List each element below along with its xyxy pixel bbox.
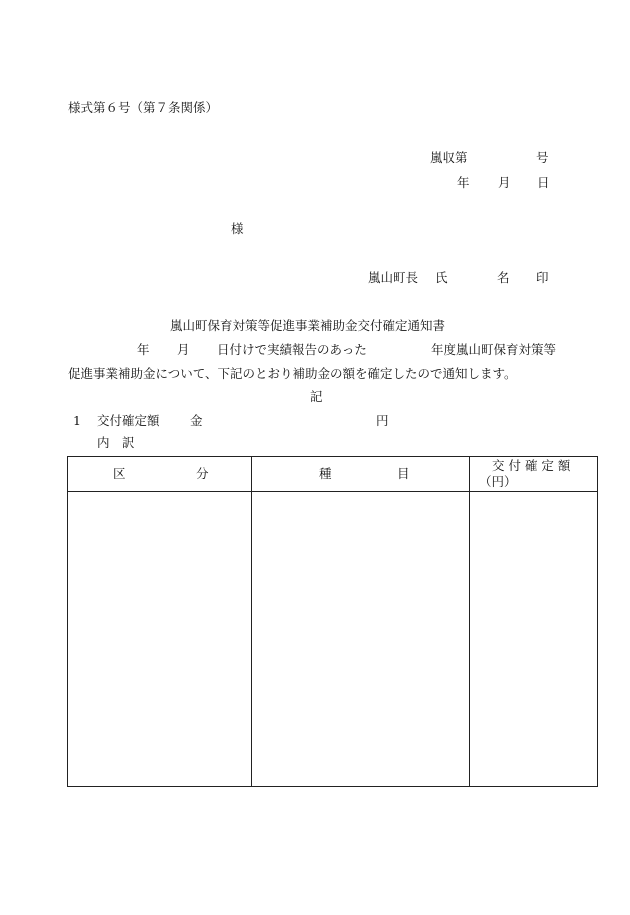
- sender-title: 嵐山町長: [368, 270, 419, 285]
- cell-category[interactable]: [68, 492, 252, 787]
- form-number: 様式第６号（第７条関係）: [68, 100, 219, 115]
- table-header-row: [68, 457, 598, 492]
- header-item: [252, 457, 470, 492]
- cell-item[interactable]: [252, 492, 470, 787]
- header-amount-line2: （円）: [479, 474, 517, 489]
- cell-amount[interactable]: [470, 492, 598, 787]
- item-1-label: 交付確定額: [97, 413, 160, 428]
- date-month: 月: [498, 175, 511, 190]
- body-fiscal-year-text: 年度嵐山町保育対策等: [431, 342, 557, 357]
- body-line-2: 促進事業補助金について、下記のとおり補助金の額を確定したので通知します。: [68, 366, 517, 381]
- recipient-honorific: 様: [231, 221, 244, 236]
- date-day: 日: [537, 175, 550, 190]
- breakdown-label: 内 訳: [97, 435, 135, 450]
- ki-heading: 記: [310, 389, 323, 404]
- header-item-part1: 種: [319, 466, 332, 481]
- header-confirmed-amount: [470, 457, 598, 492]
- sender-name-label-1: 氏: [435, 270, 448, 285]
- header-amount-line1: 交 付 確 定 額: [492, 458, 571, 473]
- notice-number-prefix: 嵐収第: [430, 150, 468, 165]
- header-category-part1: 区: [113, 466, 126, 481]
- document-title: 嵐山町保育対策等促進事業補助金交付確定通知書: [170, 318, 446, 333]
- header-category-part2: 分: [196, 466, 209, 481]
- table-row: [68, 492, 598, 787]
- seal-mark: 印: [536, 270, 549, 285]
- body-date-text: 日付けで実績報告のあった: [217, 342, 367, 357]
- item-1-number: 1: [73, 413, 81, 428]
- sender-name-label-2: 名: [497, 270, 510, 285]
- body-month: 月: [177, 342, 190, 357]
- header-item-part2: 目: [397, 466, 410, 481]
- notice-number-suffix: 号: [536, 150, 549, 165]
- item-1-kin: 金: [190, 413, 203, 428]
- date-year: 年: [457, 175, 470, 190]
- item-1-yen: 円: [376, 413, 389, 428]
- breakdown-table: [67, 456, 598, 787]
- body-year: 年: [137, 342, 150, 357]
- header-category: [68, 457, 252, 492]
